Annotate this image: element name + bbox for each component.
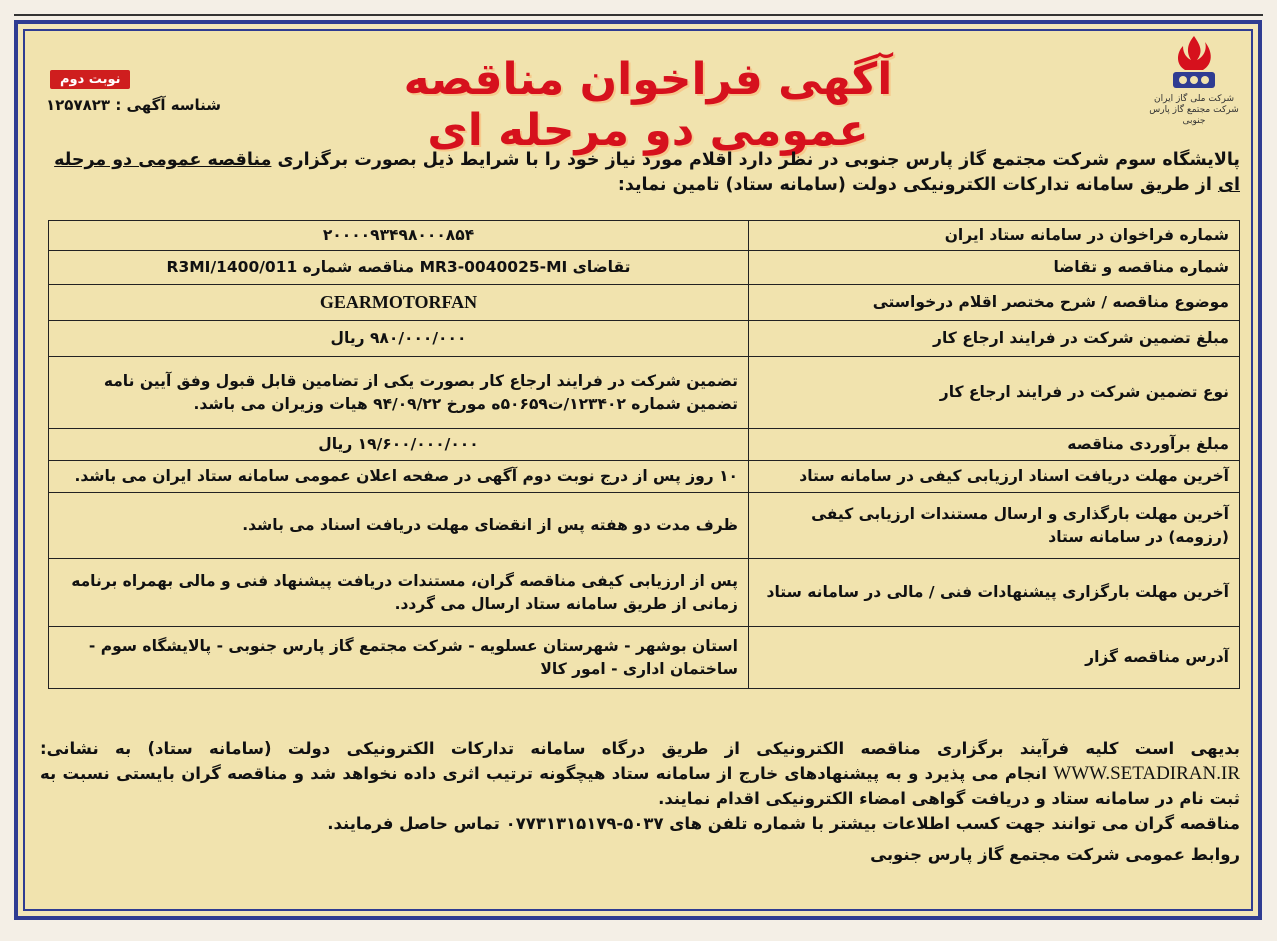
table-row — [49, 285, 1240, 321]
ad-id: شناسه آگهی : ۱۲۵۷۸۲۳ — [46, 96, 222, 114]
table-row — [49, 251, 1240, 285]
intro-part2: از طریق سامانه تدارکات الکترونیکی دولت (سامانه ستاد) تامین نماید: — [617, 175, 1218, 195]
company-logo — [1146, 34, 1242, 144]
row-label: نوع تضمین شرکت در فرایند ارجاع کار — [749, 357, 1240, 429]
intro-part1: پالایشگاه سوم شرکت مجتمع گاز پارس جنوبی در نظر دارد اقلام مورد نیاز خود را با شرایط ذیل بصورت برگزاری — [271, 150, 1240, 170]
logo-text-line2: شرکت مجتمع گاز پارس جنوبی — [1149, 105, 1239, 126]
row-label: آدرس مناقصه گزار — [749, 627, 1240, 689]
row-label: موضوع مناقصه / شرح مختصر اقلام درخواستی — [749, 285, 1240, 321]
row-value: ظرف مدت دو هفته پس از انقضای مهلت دریافت اسناد می باشد. — [49, 493, 749, 559]
row-value: تضمین شرکت در فرایند ارجاع کار بصورت یکی از تضامین قابل قبول وفق آیین نامه تضمین شماره ۱۲۳۴۰۲/ت۵۰۶۵۹ه مورخ ۹۴/۰۹/۲۲ هیات وزیران می باشد. — [49, 357, 749, 429]
flame-logo-icon — [1167, 34, 1221, 92]
footer-text — [40, 736, 1240, 867]
row-value: ۱۹/۶۰۰/۰۰۰/۰۰۰ ریال — [49, 429, 749, 461]
footer-para1-b: انجام می پذیرد و به پیشنهادهای خارج از سامانه ستاد هیچگونه ترتیب اثری داده نخواهد شد و مناقصه گران بایستی نسبت به ثبت نام در سامانه ستاد و دریافت گواهی امضاء الکترونیکی اقدام نمایند. — [40, 764, 1240, 808]
row-label: مبلغ تضمین شرکت در فرایند ارجاع کار — [749, 321, 1240, 357]
page-title: آگهی فراخوان مناقصه عمومی دو مرحله ای — [403, 54, 893, 156]
tender-details-table — [48, 220, 1240, 689]
row-value: استان بوشهر - شهرستان عسلویه - شرکت مجتمع گاز پارس جنوبی - پالایشگاه سوم - ساختمان اداری - امور کالا — [49, 627, 749, 689]
ad-frame — [14, 20, 1262, 920]
row-value: GEARMOTORFAN — [49, 285, 749, 321]
table-row — [49, 461, 1240, 493]
row-label: آخرین مهلت بارگذاری و ارسال مستندات ارزیابی کیفی (رزومه) در سامانه ستاد — [749, 493, 1240, 559]
table-row — [49, 221, 1240, 251]
table-row — [49, 559, 1240, 627]
page-top-rule — [14, 0, 1263, 16]
setad-url-link[interactable]: WWW.SETADIRAN.IR — [1053, 763, 1240, 784]
row-label: شماره فراخوان در سامانه ستاد ایران — [749, 221, 1240, 251]
table-row — [49, 357, 1240, 429]
row-value: پس از ارزیابی کیفی مناقصه گران، مستندات دریافت پیشنهاد فنی و مالی بهمراه برنامه زمانی از طریق سامانه ستاد ارسال می گردد. — [49, 559, 749, 627]
footer-para1-a: بدیهی است کلیه فرآیند برگزاری مناقصه الکترونیکی از طریق درگاه سامانه تدارکات الکترونیکی دولت (سامانه ستاد) به نشانی: — [40, 739, 1240, 758]
table-row — [49, 429, 1240, 461]
row-label: شماره مناقصه و تقاضا — [749, 251, 1240, 285]
intro-underlined: مناقصه عمومی دو مرحله ای — [54, 150, 1240, 195]
round-badge: نوبت دوم — [50, 70, 130, 89]
table-row — [49, 493, 1240, 559]
intro-paragraph — [40, 148, 1240, 198]
row-label: مبلغ برآوردی مناقصه — [749, 429, 1240, 461]
footer-signature: روابط عمومی شرکت مجتمع گاز پارس جنوبی — [870, 845, 1240, 864]
row-value: ۹۸۰/۰۰۰/۰۰۰ ریال — [49, 321, 749, 357]
footer-paragraph-1 — [40, 736, 1240, 811]
row-value: ۱۰ روز پس از درج نوبت دوم آگهی در صفحه اعلان عمومی سامانه ستاد ایران می باشد. — [49, 461, 749, 493]
row-label: آخرین مهلت دریافت اسناد ارزیابی کیفی در سامانه ستاد — [749, 461, 1240, 493]
row-label: آخرین مهلت بارگزاری پیشنهادات فنی / مالی در سامانه ستاد — [749, 559, 1240, 627]
table-row — [49, 321, 1240, 357]
footer-paragraph-2: مناقصه گران می توانند جهت کسب اطلاعات بیشتر با شماره تلفن های ۵۰۳۷-۰۷۷۳۱۳۱۵۱۷۹ تماس حاصل فرمایند. — [327, 814, 1240, 833]
row-value: ۲۰۰۰۰۹۳۴۹۸۰۰۰۸۵۴ — [49, 221, 749, 251]
row-value: تقاضای MR3-0040025-MI مناقصه شماره 1400/011/R3MI — [49, 251, 749, 285]
table-row — [49, 627, 1240, 689]
logo-text-line1: شرکت ملی گاز ایران — [1154, 94, 1234, 104]
